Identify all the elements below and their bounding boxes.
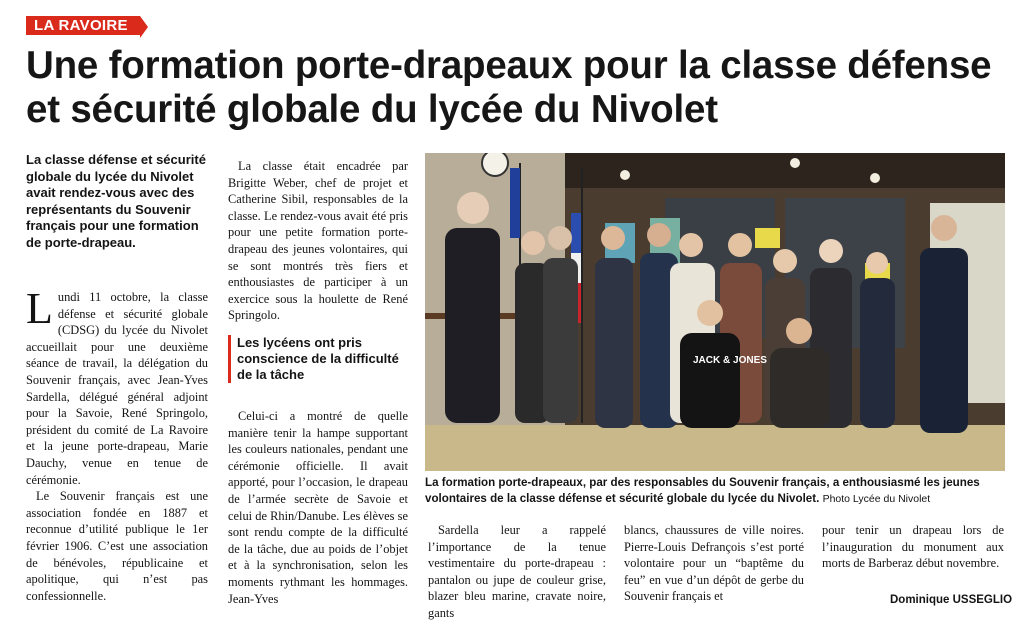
paragraph-5: Sardella leur a rappelé l’importance de la tenue vestimentaire du porte-drapeau : pantalon ou jupe de couleur grise, blazer bleu marine, cravate noire, gants [428, 523, 606, 620]
author-signature: Dominique USSEGLIO [890, 594, 1013, 606]
article-column-5 [822, 522, 1004, 572]
paragraph-7: pour tenir un drapeau lors de l’inauguration du monument aux morts de Barberaz début novembre. [822, 523, 1004, 571]
page-bottom [0, 632, 1024, 639]
lead-paragraph: La classe défense et sécurité globale du lycée du Nivolet avait rendez-vous avec des représentants du Souvenir français pour une formation de porte-drapeau. [26, 152, 206, 250]
article-column-2-bottom [228, 408, 408, 607]
section-tag: LA RAVOIRE [26, 16, 140, 35]
headline: Une formation porte-drapeaux pour la classe défense et sécurité globale du lycée du Nivolet [26, 44, 992, 131]
article-photo [425, 153, 1005, 471]
caption-text: La formation porte-drapeaux, par des responsables du Souvenir français, a enthousiasmé les jeunes volontaires de la classe défense et sécurité globale du lycée du Nivolet. [425, 476, 980, 505]
group-photo-illustration [425, 153, 1005, 471]
photo-caption [425, 475, 1005, 507]
photo-credit: Photo Lycée du Nivolet [822, 493, 931, 505]
drop-cap: L [26, 284, 53, 333]
subheading: Les lycéens ont pris conscience de la difficulté de la tâche [228, 335, 417, 383]
article-column-4 [624, 522, 804, 605]
paragraph-1: undi 11 octobre, la classe défense et sécurité globale (CDSG) du lycée du Nivolet accueillait pour une deuxième séance de travail, la délégation du Souvenir français, avec Jean-Yves Sardella, délégué général adjoint pour la Savoie, René Springolo, président du comité de La Ravoire et la jeune porte-drapeau, Marie Dauchy, venue en tenue de cérémonie. [26, 290, 208, 487]
article-column-2-top [228, 158, 408, 324]
article-column-3 [428, 522, 606, 622]
paragraph-6: blancs, chaussures de ville noires. Pierre-Louis Defrançois s’est porté volontaire pour un “baptême du feu” en vue d’un dépôt de gerbe du Souvenir français et [624, 523, 804, 604]
paragraph-2: Le Souvenir français est une association fondée en 1887 et reconnue d’utilité publique le 1er février 1906. C’est une association de bénévoles, républicaine et apolitique, qui n’est pas confessionnelle. [26, 489, 208, 603]
sweatshirt-logo: JACK & JONES [693, 355, 767, 366]
paragraph-4: Celui-ci a montré de quelle manière tenir la hampe supportant les couleurs nationales, pendant une cérémonie officielle. Il avait apporté, pour l’occasion, le drapeau de l’armée secrète de Savoie et celui de Rhin/Danube. Les élèves se sont rendu compte de la difficulté de la tâche, due au poids de l’objet et à la synchronisation, selon les moments rythmant les hommages. Jean-Yves [228, 409, 408, 606]
paragraph-3: La classe était encadrée par Brigitte Weber, chef de projet et Catherine Sibil, responsables de la classe. Le rendez-vous avait été pris pour une petite formation porte-drapeau des jeunes volontaires, qui se sont montrés très fiers et enthousiastes de participer à un exercice sous la houlette de René Springolo. [228, 159, 408, 323]
article-column-1 [26, 284, 208, 604]
